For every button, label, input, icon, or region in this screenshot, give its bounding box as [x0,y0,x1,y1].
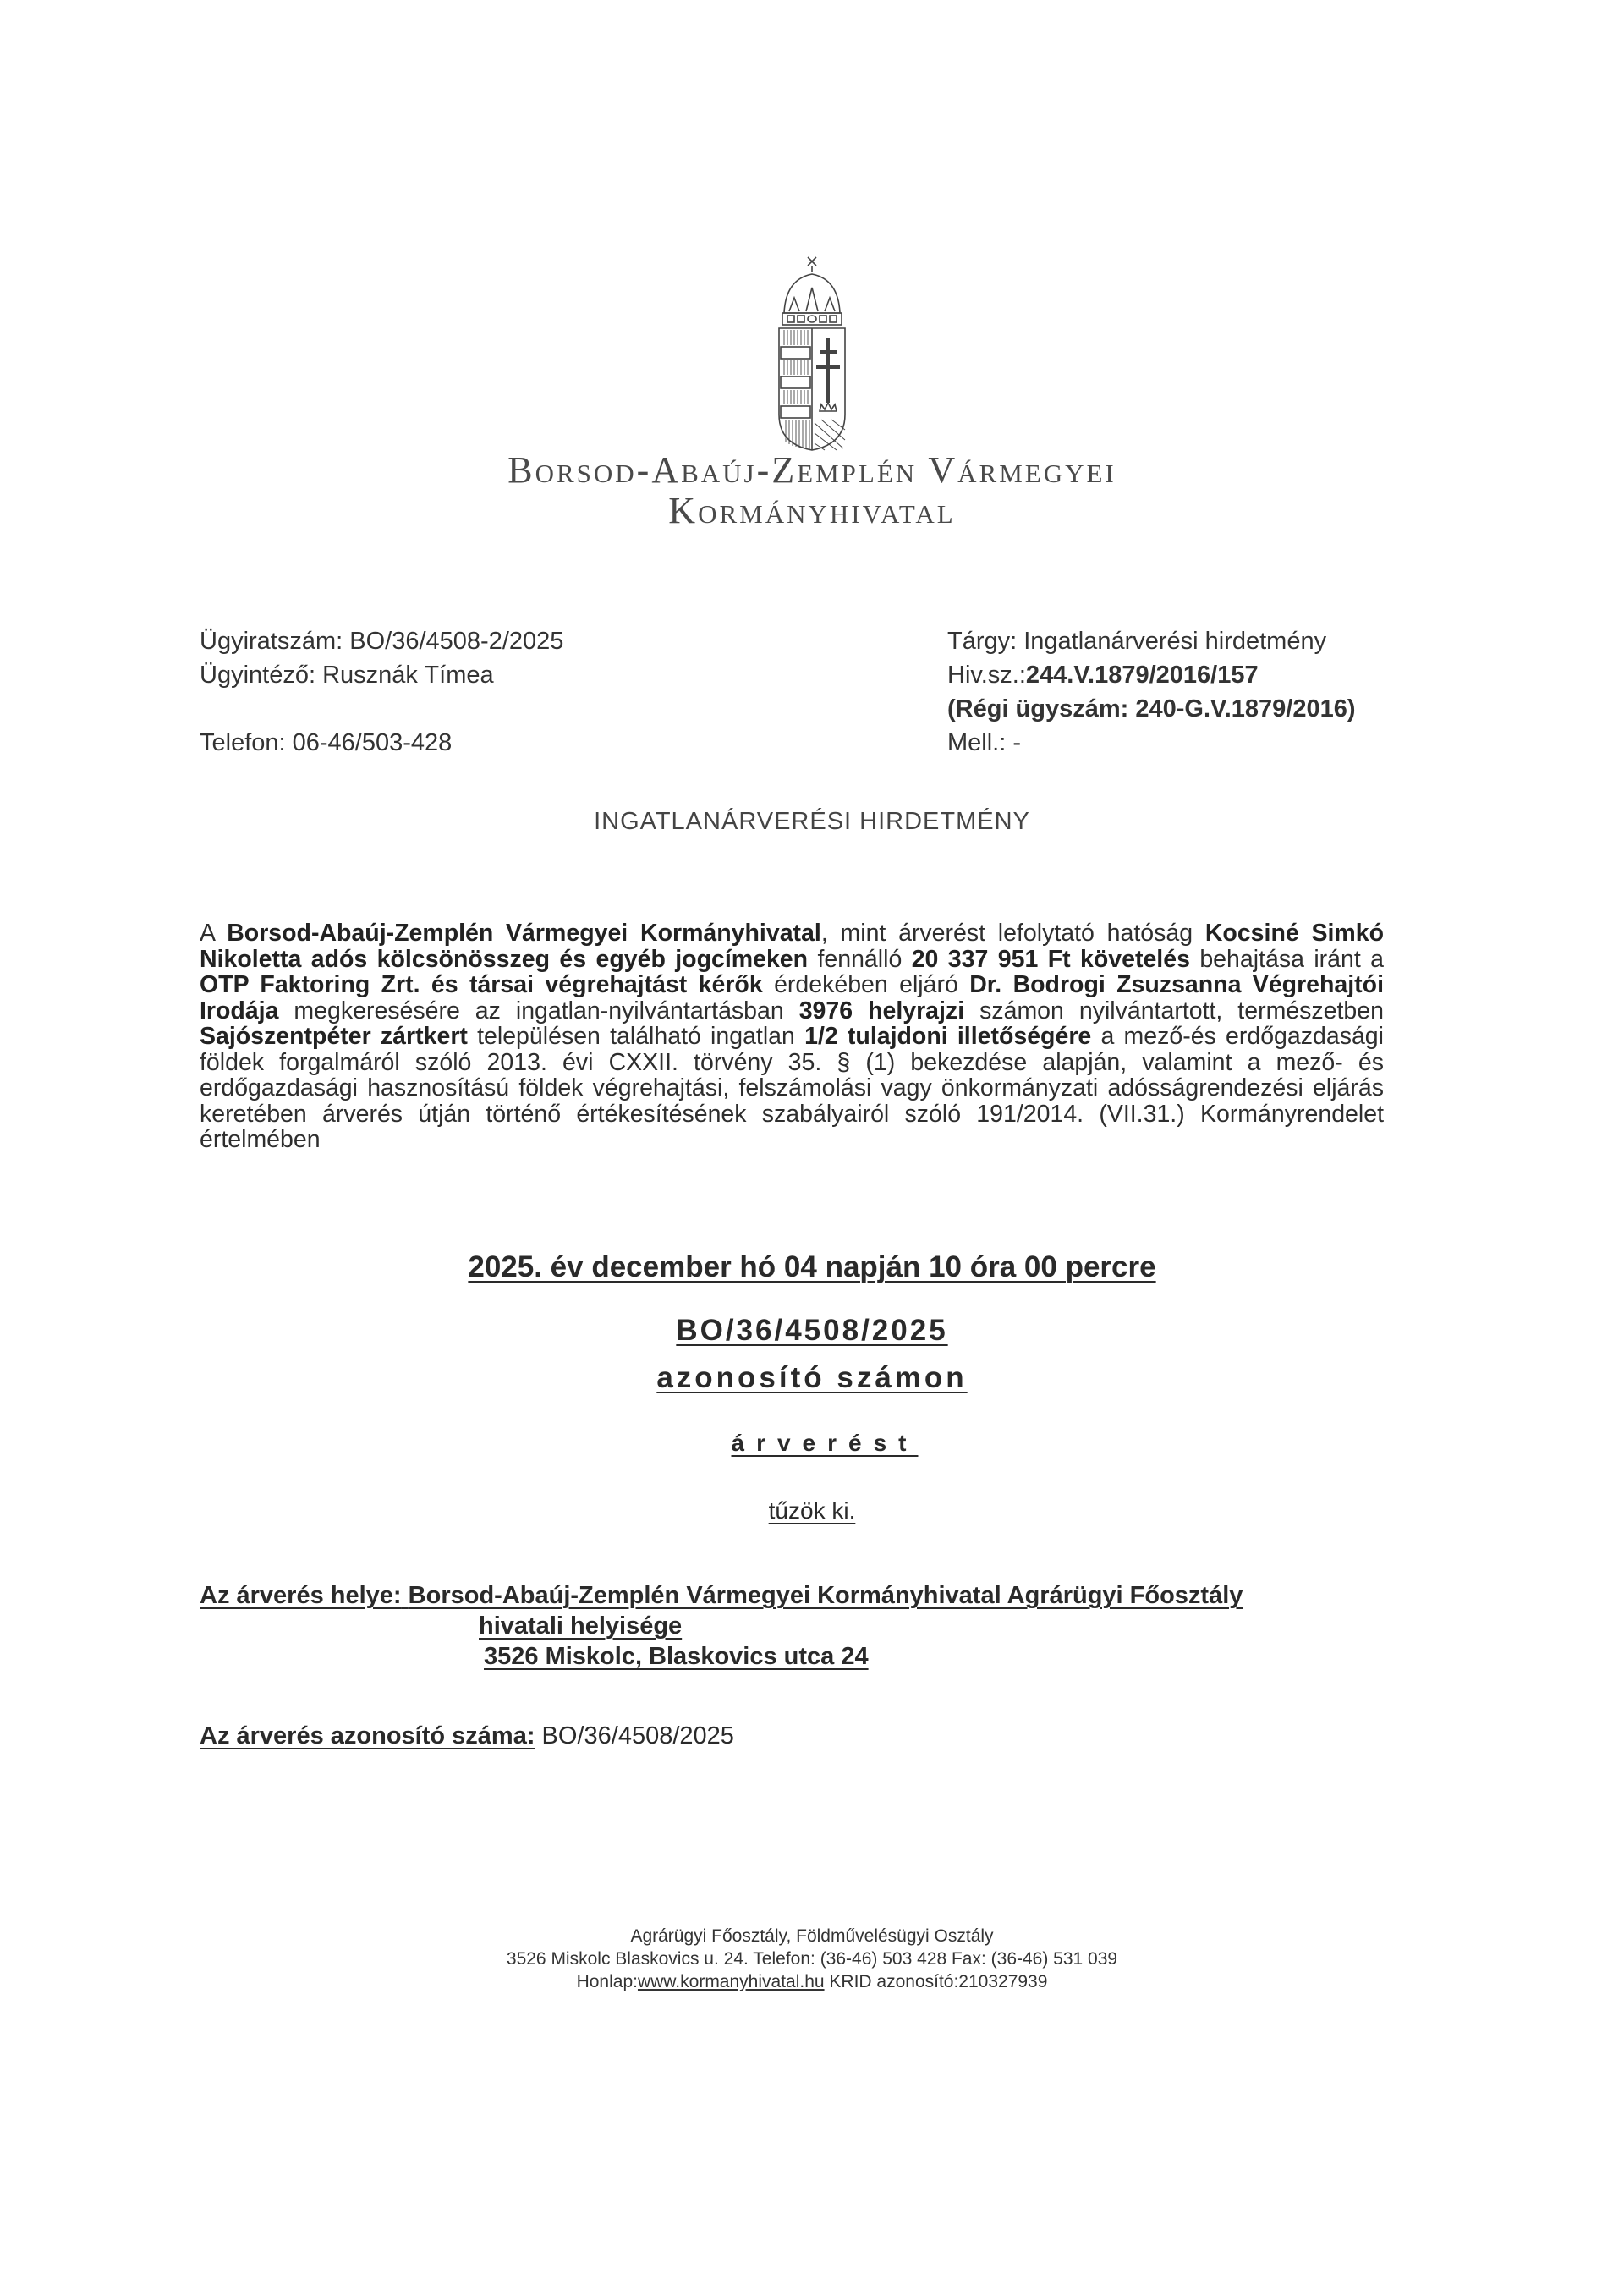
reference-number [947,658,1356,692]
body-text: érdekében eljáró [762,971,970,998]
auction-id [0,1314,1624,1348]
auction-place-line1 [200,1580,1327,1611]
auction-datetime-text: 2025. év december hó 04 napján 10 óra 00 percre [468,1250,1156,1283]
auction-place-address: 3526 Miskolc, Blaskovics utca 24 [484,1643,869,1670]
body-text: , mint árverést lefolytató hatóság [820,920,1205,947]
auction-id-text: BO/36/4508/2025 [676,1314,948,1347]
bailiff-office: Dr. Bodrogi Zsuzsanna Végrehajtói Irodája [200,971,1385,1024]
attachments: Mell.: - [947,729,1021,756]
document-title: INGATLANÁRVERÉSI HIRDETMÉNY [594,808,1030,835]
body-text: településen található ingatlan [467,1023,805,1050]
footer [0,1925,1624,1993]
body-text: fennálló [808,945,912,973]
auction-id-suffix [0,1361,1624,1395]
auction-id-suffix-text: azonosító számon [656,1361,968,1394]
subject: Tárgy: Ingatlanárverési hirdetmény [947,628,1327,655]
organization-name-line1: Borsod-Abaúj-Zemplén Vármegyei [508,449,1116,491]
reference-label: Hiv.sz.: [947,662,1026,689]
auction-announce [0,1497,1624,1524]
footer-address: 3526 Miskolc Blaskovics u. 24. Telefon: (36-46) 503 428 Fax: (36-46) 531 039 [506,1949,1118,1969]
parcel-number: 3976 helyrajzi [798,997,965,1024]
authority-name: Borsod-Abaúj-Zemplén Vármegyei Kormányhivatal [227,920,821,947]
debtor-name: Kocsiné Simkó Nikoletta adós kölcsönösszeg és egyéb jogcímeken [200,920,1384,973]
case-meta-right [947,624,1356,760]
auction-place-line2: hivatali helyisége [479,1612,683,1640]
case-meta-left [200,624,563,760]
organization-name-line2: Kormányhivatal [668,490,956,531]
body-text: A [200,920,228,947]
auction-place-value: Borsod-Abaúj-Zemplén Vármegyei Kormányhivatal Agrárügyi Főosztály [408,1582,1243,1609]
body-paragraph [200,920,1384,1153]
body-text: behajtása iránt a [1189,945,1385,973]
reference-value: 244.V.1879/2016/157 [1025,662,1259,689]
old-case-number: (Régi ügyszám: 240-G.V.1879/2016) [947,695,1356,722]
body-text: számon nyilvántartott, természetben [964,997,1384,1024]
case-number: Ügyiratszám: BO/36/4508-2/2025 [200,628,564,655]
claim-amount: 20 337 951 Ft követelés [911,945,1190,973]
auction-datetime [0,1250,1624,1284]
ownership-share: 1/2 tulajdoni illetőségére [804,1023,1092,1050]
case-officer: Ügyintéző: Rusznák Tímea [200,662,494,689]
auction-announce-text: tűzök ki. [768,1497,856,1524]
footer-web [0,1970,1624,1993]
officer-phone: Telefon: 06-46/503-428 [200,729,453,756]
footer-web-label: Honlap: [576,1972,638,1991]
footer-department: Agrárügyi Főosztály, Földművelésügyi Osztály [630,1926,994,1946]
auction-place-label: Az árverés helye: [200,1582,402,1609]
body-text: megkeresésére az ingatlan-nyilvántartásban [278,997,799,1024]
auction-word-text: árverést [731,1430,919,1456]
auction-identifier-label: Az árverés azonosító száma: [200,1722,535,1749]
auction-place [200,1580,1327,1672]
body-text: a mező-és erdőgazdasági földek forgalmáról szóló 2013. évi CXXII. törvény 35. § (1) bekezdése alapján, valamint a mező- és erdőgazdasági hasznosítású földek végrehajtási, felszámolási vagy önkormányzati adósságrendezési eljárás keretében árverés útján történő értékesítésének szabályairól szóló 191/2014. (VII.31.) Kormányrendelet értelmében [200,1023,1384,1153]
hungarian-coat-of-arms-icon [765,254,859,457]
property-location: Sajószentpéter zártkert [200,1023,468,1050]
website-link[interactable]: www.kormanyhivatal.hu [637,1972,825,1991]
auction-word [0,1430,1624,1457]
auction-identifier [200,1722,734,1750]
footer-krid: KRID azonosító:210327939 [824,1972,1048,1991]
creditor-name: OTP Faktoring Zrt. és társai végrehajtást kérők [200,971,763,998]
auction-identifier-value: BO/36/4508/2025 [541,1722,734,1749]
